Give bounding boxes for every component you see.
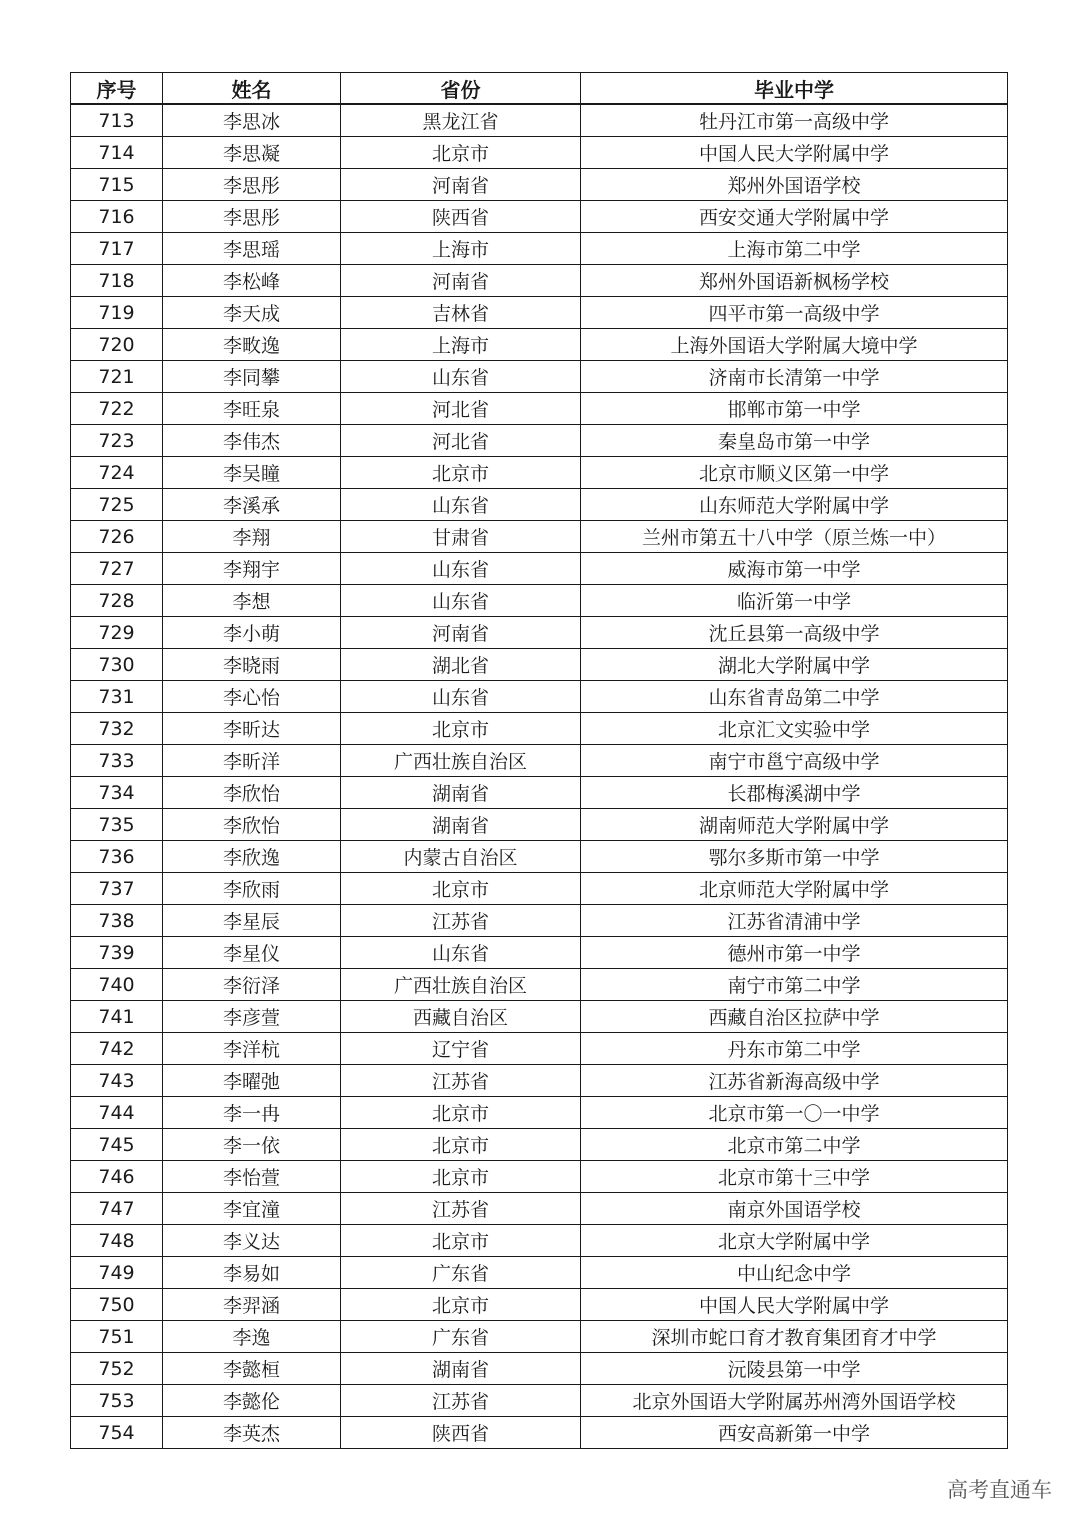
cell-high-school: 上海外国语大学附属大境中学 bbox=[581, 329, 1008, 361]
cell-serial-number: 713 bbox=[71, 104, 163, 137]
table-row bbox=[71, 841, 1008, 873]
cell-high-school: 北京市第二中学 bbox=[581, 1129, 1008, 1161]
table-row bbox=[71, 1097, 1008, 1129]
table-row bbox=[71, 905, 1008, 937]
cell-province: 河南省 bbox=[341, 617, 581, 649]
cell-province: 陕西省 bbox=[341, 1417, 581, 1449]
cell-serial-number: 751 bbox=[71, 1321, 163, 1353]
watermark: 高考直通车 bbox=[947, 1478, 1052, 1502]
table-row bbox=[71, 1001, 1008, 1033]
cell-high-school: 南宁市第二中学 bbox=[581, 969, 1008, 1001]
cell-province: 吉林省 bbox=[341, 297, 581, 329]
cell-province: 河北省 bbox=[341, 425, 581, 457]
cell-high-school: 长郡梅溪湖中学 bbox=[581, 777, 1008, 809]
cell-province: 广西壮族自治区 bbox=[341, 969, 581, 1001]
cell-province: 甘肃省 bbox=[341, 521, 581, 553]
cell-serial-number: 738 bbox=[71, 905, 163, 937]
table-row bbox=[71, 265, 1008, 297]
table-row bbox=[71, 393, 1008, 425]
table-row bbox=[71, 937, 1008, 969]
cell-serial-number: 749 bbox=[71, 1257, 163, 1289]
cell-high-school: 临沂第一中学 bbox=[581, 585, 1008, 617]
cell-name: 李溪承 bbox=[163, 489, 341, 521]
table-row bbox=[71, 1161, 1008, 1193]
cell-high-school: 济南市长清第一中学 bbox=[581, 361, 1008, 393]
table-row bbox=[71, 585, 1008, 617]
cell-province: 江苏省 bbox=[341, 1193, 581, 1225]
table-row bbox=[71, 169, 1008, 201]
cell-serial-number: 742 bbox=[71, 1033, 163, 1065]
table-row bbox=[71, 1065, 1008, 1097]
cell-high-school: 郑州外国语学校 bbox=[581, 169, 1008, 201]
cell-serial-number: 754 bbox=[71, 1417, 163, 1449]
table-row bbox=[71, 649, 1008, 681]
cell-province: 北京市 bbox=[341, 873, 581, 905]
cell-serial-number: 729 bbox=[71, 617, 163, 649]
cell-serial-number: 734 bbox=[71, 777, 163, 809]
table-row bbox=[71, 457, 1008, 489]
table-row bbox=[71, 809, 1008, 841]
cell-province: 北京市 bbox=[341, 1129, 581, 1161]
cell-name: 李思彤 bbox=[163, 169, 341, 201]
cell-name: 李同攀 bbox=[163, 361, 341, 393]
cell-province: 北京市 bbox=[341, 457, 581, 489]
table-row bbox=[71, 777, 1008, 809]
table-row bbox=[71, 1385, 1008, 1417]
table-row bbox=[71, 329, 1008, 361]
table-row bbox=[71, 1257, 1008, 1289]
cell-high-school: 深圳市蛇口育才教育集团育才中学 bbox=[581, 1321, 1008, 1353]
cell-high-school: 西安交通大学附属中学 bbox=[581, 201, 1008, 233]
cell-high-school: 北京市第十三中学 bbox=[581, 1161, 1008, 1193]
cell-high-school: 中山纪念中学 bbox=[581, 1257, 1008, 1289]
cell-name: 李彦萱 bbox=[163, 1001, 341, 1033]
table-row bbox=[71, 1129, 1008, 1161]
table-row bbox=[71, 553, 1008, 585]
cell-serial-number: 731 bbox=[71, 681, 163, 713]
cell-name: 李畋逸 bbox=[163, 329, 341, 361]
cell-name: 李星仪 bbox=[163, 937, 341, 969]
cell-name: 李羿涵 bbox=[163, 1289, 341, 1321]
cell-serial-number: 753 bbox=[71, 1385, 163, 1417]
cell-high-school: 兰州市第五十八中学（原兰炼一中） bbox=[581, 521, 1008, 553]
header-serial-number: 序号 bbox=[71, 73, 163, 105]
cell-province: 河南省 bbox=[341, 169, 581, 201]
cell-name: 李天成 bbox=[163, 297, 341, 329]
table-row bbox=[71, 137, 1008, 169]
cell-name: 李英杰 bbox=[163, 1417, 341, 1449]
cell-high-school: 北京汇文实验中学 bbox=[581, 713, 1008, 745]
cell-high-school: 山东师范大学附属中学 bbox=[581, 489, 1008, 521]
cell-serial-number: 747 bbox=[71, 1193, 163, 1225]
cell-province: 上海市 bbox=[341, 329, 581, 361]
header-province: 省份 bbox=[341, 73, 581, 105]
cell-province: 北京市 bbox=[341, 713, 581, 745]
cell-name: 李吴瞳 bbox=[163, 457, 341, 489]
table-row bbox=[71, 201, 1008, 233]
cell-province: 山东省 bbox=[341, 489, 581, 521]
cell-name: 李义达 bbox=[163, 1225, 341, 1257]
cell-province: 陕西省 bbox=[341, 201, 581, 233]
cell-high-school: 湖南师范大学附属中学 bbox=[581, 809, 1008, 841]
cell-serial-number: 715 bbox=[71, 169, 163, 201]
cell-serial-number: 733 bbox=[71, 745, 163, 777]
cell-high-school: 湖北大学附属中学 bbox=[581, 649, 1008, 681]
cell-name: 李昕洋 bbox=[163, 745, 341, 777]
cell-high-school: 南宁市邕宁高级中学 bbox=[581, 745, 1008, 777]
cell-high-school: 北京市顺义区第一中学 bbox=[581, 457, 1008, 489]
cell-serial-number: 720 bbox=[71, 329, 163, 361]
cell-name: 李心怡 bbox=[163, 681, 341, 713]
cell-province: 内蒙古自治区 bbox=[341, 841, 581, 873]
cell-high-school: 沈丘县第一高级中学 bbox=[581, 617, 1008, 649]
header-high-school: 毕业中学 bbox=[581, 73, 1008, 105]
header-row bbox=[71, 73, 1008, 105]
table-row bbox=[71, 521, 1008, 553]
cell-high-school: 鄂尔多斯市第一中学 bbox=[581, 841, 1008, 873]
cell-province: 山东省 bbox=[341, 681, 581, 713]
cell-serial-number: 744 bbox=[71, 1097, 163, 1129]
header-name: 姓名 bbox=[163, 73, 341, 105]
table-row bbox=[71, 104, 1008, 137]
table-row bbox=[71, 1225, 1008, 1257]
table-row bbox=[71, 617, 1008, 649]
cell-high-school: 牡丹江市第一高级中学 bbox=[581, 104, 1008, 137]
table-row bbox=[71, 873, 1008, 905]
cell-high-school: 山东省青岛第二中学 bbox=[581, 681, 1008, 713]
cell-province: 北京市 bbox=[341, 1161, 581, 1193]
cell-name: 李懿桓 bbox=[163, 1353, 341, 1385]
cell-serial-number: 717 bbox=[71, 233, 163, 265]
cell-name: 李一冉 bbox=[163, 1097, 341, 1129]
cell-name: 李小萌 bbox=[163, 617, 341, 649]
cell-province: 黑龙江省 bbox=[341, 104, 581, 137]
cell-serial-number: 730 bbox=[71, 649, 163, 681]
cell-serial-number: 719 bbox=[71, 297, 163, 329]
cell-serial-number: 726 bbox=[71, 521, 163, 553]
cell-province: 河南省 bbox=[341, 265, 581, 297]
table-row bbox=[71, 425, 1008, 457]
cell-province: 北京市 bbox=[341, 137, 581, 169]
table-row bbox=[71, 1417, 1008, 1449]
cell-name: 李欣怡 bbox=[163, 777, 341, 809]
cell-name: 李翔 bbox=[163, 521, 341, 553]
cell-high-school: 北京外国语大学附属苏州湾外国语学校 bbox=[581, 1385, 1008, 1417]
cell-province: 北京市 bbox=[341, 1225, 581, 1257]
table-row bbox=[71, 1033, 1008, 1065]
cell-name: 李欣怡 bbox=[163, 809, 341, 841]
cell-name: 李星辰 bbox=[163, 905, 341, 937]
cell-high-school: 四平市第一高级中学 bbox=[581, 297, 1008, 329]
cell-serial-number: 739 bbox=[71, 937, 163, 969]
cell-name: 李一依 bbox=[163, 1129, 341, 1161]
cell-province: 湖南省 bbox=[341, 1353, 581, 1385]
cell-serial-number: 740 bbox=[71, 969, 163, 1001]
table-row bbox=[71, 1321, 1008, 1353]
cell-name: 李翔宇 bbox=[163, 553, 341, 585]
cell-high-school: 北京市第一〇一中学 bbox=[581, 1097, 1008, 1129]
cell-province: 北京市 bbox=[341, 1097, 581, 1129]
table-row bbox=[71, 297, 1008, 329]
cell-high-school: 北京大学附属中学 bbox=[581, 1225, 1008, 1257]
cell-province: 湖南省 bbox=[341, 777, 581, 809]
cell-serial-number: 736 bbox=[71, 841, 163, 873]
cell-high-school: 沅陵县第一中学 bbox=[581, 1353, 1008, 1385]
cell-name: 李逸 bbox=[163, 1321, 341, 1353]
cell-name: 李思凝 bbox=[163, 137, 341, 169]
table-row bbox=[71, 233, 1008, 265]
cell-serial-number: 732 bbox=[71, 713, 163, 745]
cell-province: 湖北省 bbox=[341, 649, 581, 681]
table-row bbox=[71, 361, 1008, 393]
cell-name: 李怡萱 bbox=[163, 1161, 341, 1193]
cell-province: 广东省 bbox=[341, 1257, 581, 1289]
cell-province: 江苏省 bbox=[341, 905, 581, 937]
cell-serial-number: 752 bbox=[71, 1353, 163, 1385]
roster-table bbox=[70, 72, 1008, 1449]
cell-serial-number: 723 bbox=[71, 425, 163, 457]
cell-serial-number: 714 bbox=[71, 137, 163, 169]
cell-high-school: 郑州外国语新枫杨学校 bbox=[581, 265, 1008, 297]
cell-province: 山东省 bbox=[341, 553, 581, 585]
cell-serial-number: 745 bbox=[71, 1129, 163, 1161]
table-row bbox=[71, 1193, 1008, 1225]
cell-name: 李衍泽 bbox=[163, 969, 341, 1001]
cell-name: 李宜潼 bbox=[163, 1193, 341, 1225]
cell-serial-number: 724 bbox=[71, 457, 163, 489]
cell-name: 李晓雨 bbox=[163, 649, 341, 681]
cell-name: 李懿伦 bbox=[163, 1385, 341, 1417]
table-row bbox=[71, 969, 1008, 1001]
cell-province: 山东省 bbox=[341, 585, 581, 617]
cell-high-school: 威海市第一中学 bbox=[581, 553, 1008, 585]
cell-high-school: 南京外国语学校 bbox=[581, 1193, 1008, 1225]
cell-name: 李易如 bbox=[163, 1257, 341, 1289]
table-body bbox=[71, 104, 1008, 1449]
cell-province: 河北省 bbox=[341, 393, 581, 425]
cell-serial-number: 748 bbox=[71, 1225, 163, 1257]
cell-province: 广西壮族自治区 bbox=[341, 745, 581, 777]
cell-high-school: 上海市第二中学 bbox=[581, 233, 1008, 265]
cell-serial-number: 725 bbox=[71, 489, 163, 521]
cell-name: 李思彤 bbox=[163, 201, 341, 233]
cell-serial-number: 728 bbox=[71, 585, 163, 617]
cell-name: 李伟杰 bbox=[163, 425, 341, 457]
cell-high-school: 西藏自治区拉萨中学 bbox=[581, 1001, 1008, 1033]
table-row bbox=[71, 489, 1008, 521]
table-row bbox=[71, 681, 1008, 713]
cell-serial-number: 735 bbox=[71, 809, 163, 841]
cell-name: 李欣逸 bbox=[163, 841, 341, 873]
cell-province: 广东省 bbox=[341, 1321, 581, 1353]
cell-serial-number: 743 bbox=[71, 1065, 163, 1097]
cell-serial-number: 750 bbox=[71, 1289, 163, 1321]
cell-name: 李欣雨 bbox=[163, 873, 341, 905]
cell-name: 李思瑶 bbox=[163, 233, 341, 265]
cell-high-school: 中国人民大学附属中学 bbox=[581, 1289, 1008, 1321]
cell-high-school: 中国人民大学附属中学 bbox=[581, 137, 1008, 169]
table-row bbox=[71, 1289, 1008, 1321]
cell-name: 李松峰 bbox=[163, 265, 341, 297]
cell-province: 湖南省 bbox=[341, 809, 581, 841]
cell-name: 李昕达 bbox=[163, 713, 341, 745]
cell-high-school: 邯郸市第一中学 bbox=[581, 393, 1008, 425]
table-row bbox=[71, 713, 1008, 745]
cell-province: 山东省 bbox=[341, 937, 581, 969]
table-row bbox=[71, 1353, 1008, 1385]
table-row bbox=[71, 745, 1008, 777]
cell-province: 江苏省 bbox=[341, 1065, 581, 1097]
cell-serial-number: 721 bbox=[71, 361, 163, 393]
cell-serial-number: 727 bbox=[71, 553, 163, 585]
cell-province: 山东省 bbox=[341, 361, 581, 393]
cell-high-school: 江苏省清浦中学 bbox=[581, 905, 1008, 937]
cell-name: 李旺泉 bbox=[163, 393, 341, 425]
cell-high-school: 江苏省新海高级中学 bbox=[581, 1065, 1008, 1097]
cell-high-school: 西安高新第一中学 bbox=[581, 1417, 1008, 1449]
cell-province: 西藏自治区 bbox=[341, 1001, 581, 1033]
cell-serial-number: 722 bbox=[71, 393, 163, 425]
cell-province: 江苏省 bbox=[341, 1385, 581, 1417]
cell-serial-number: 741 bbox=[71, 1001, 163, 1033]
cell-name: 李洋杭 bbox=[163, 1033, 341, 1065]
cell-serial-number: 737 bbox=[71, 873, 163, 905]
cell-high-school: 秦皇岛市第一中学 bbox=[581, 425, 1008, 457]
cell-serial-number: 718 bbox=[71, 265, 163, 297]
cell-serial-number: 716 bbox=[71, 201, 163, 233]
cell-high-school: 丹东市第二中学 bbox=[581, 1033, 1008, 1065]
cell-province: 上海市 bbox=[341, 233, 581, 265]
cell-serial-number: 746 bbox=[71, 1161, 163, 1193]
cell-name: 李曜弛 bbox=[163, 1065, 341, 1097]
cell-high-school: 德州市第一中学 bbox=[581, 937, 1008, 969]
cell-high-school: 北京师范大学附属中学 bbox=[581, 873, 1008, 905]
cell-province: 北京市 bbox=[341, 1289, 581, 1321]
cell-name: 李想 bbox=[163, 585, 341, 617]
cell-name: 李思冰 bbox=[163, 104, 341, 137]
cell-province: 辽宁省 bbox=[341, 1033, 581, 1065]
